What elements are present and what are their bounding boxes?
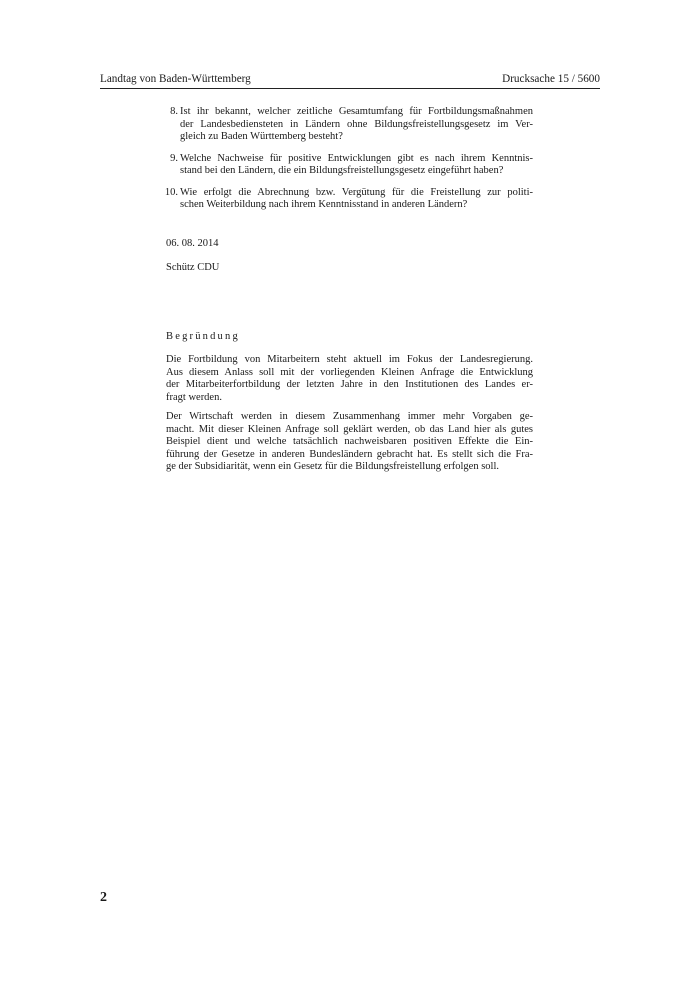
question-number: 10. [164, 186, 178, 198]
question-item [166, 106, 533, 144]
paragraph-line: ge der Subsidiarität, wenn ein Gesetz für die Bildungsfreistellung erfolgen soll. [166, 461, 500, 472]
header-parliament-name: Landtag von Baden-Württemberg [100, 73, 251, 85]
question-text-line: Wie erfolgt die Abrechnung bzw. Vergütung für die Freistellung zur politi- [180, 186, 533, 198]
question-number: 8. [170, 106, 178, 117]
question-item [166, 187, 533, 212]
question-text-line: schen Weiterbildung nach ihrem Kenntnisstand in anderen Ländern? [180, 199, 468, 210]
question-list [166, 106, 533, 212]
page-header [100, 72, 600, 89]
header-document-number: Drucksache 15 / 5600 [502, 73, 600, 85]
question-text-line: Welche Nachweise für positive Entwicklungen gibt es nach ihrem Kenntnis- [180, 152, 533, 164]
reasoning-paragraph [166, 354, 533, 404]
question-item [166, 153, 533, 178]
signature: Schütz CDU [166, 262, 220, 273]
paragraph-line: Aus diesem Anlass soll mit der vorliegenden Kleinen Anfrage die Entwicklung [166, 366, 533, 378]
reasoning-paragraph [166, 411, 533, 474]
paragraph-line: Die Fortbildung von Mitarbeitern steht aktuell im Fokus der Landesregierung. [166, 354, 533, 365]
paragraph-line: macht. Mit dieser Kleinen Anfrage soll geklärt werden, ob das Land hier als gutes [166, 423, 533, 435]
question-text-line: gleich zu Baden Württemberg besteht? [180, 131, 343, 142]
reasoning-heading: Begründung [166, 330, 240, 342]
question-text-line: Ist ihr bekannt, welcher zeitliche Gesamtumfang für Fortbildungsmaßnahmen [180, 106, 533, 117]
page-number: 2 [100, 890, 107, 905]
paragraph-line: fragt werden. [166, 391, 222, 403]
document-date: 06. 08. 2014 [166, 237, 219, 249]
paragraph-line: Der Wirtschaft werden in diesem Zusammenhang immer mehr Vorgaben ge- [166, 411, 533, 422]
question-text-line: der Landesbediensteten in Ländern ohne Bildungsfreistellungsgesetz im Ver- [180, 118, 533, 130]
question-number: 9. [170, 152, 178, 164]
paragraph-line: der Mitarbeiterfortbildung der letzten Jahre in den Institutionen des Landes er- [166, 379, 533, 390]
paragraph-line: führung der Gesetze in anderen Bundesländern gebracht hat. Es stellt sich die Fra- [166, 448, 533, 460]
paragraph-line: Beispiel dient und welche tatsächlich nachweisbaren positiven Effekte die Ein- [166, 436, 533, 447]
question-text-line: stand bei den Ländern, die ein Bildungsfreistellungsgesetz eingeführt haben? [180, 165, 504, 176]
document-body [166, 106, 533, 474]
